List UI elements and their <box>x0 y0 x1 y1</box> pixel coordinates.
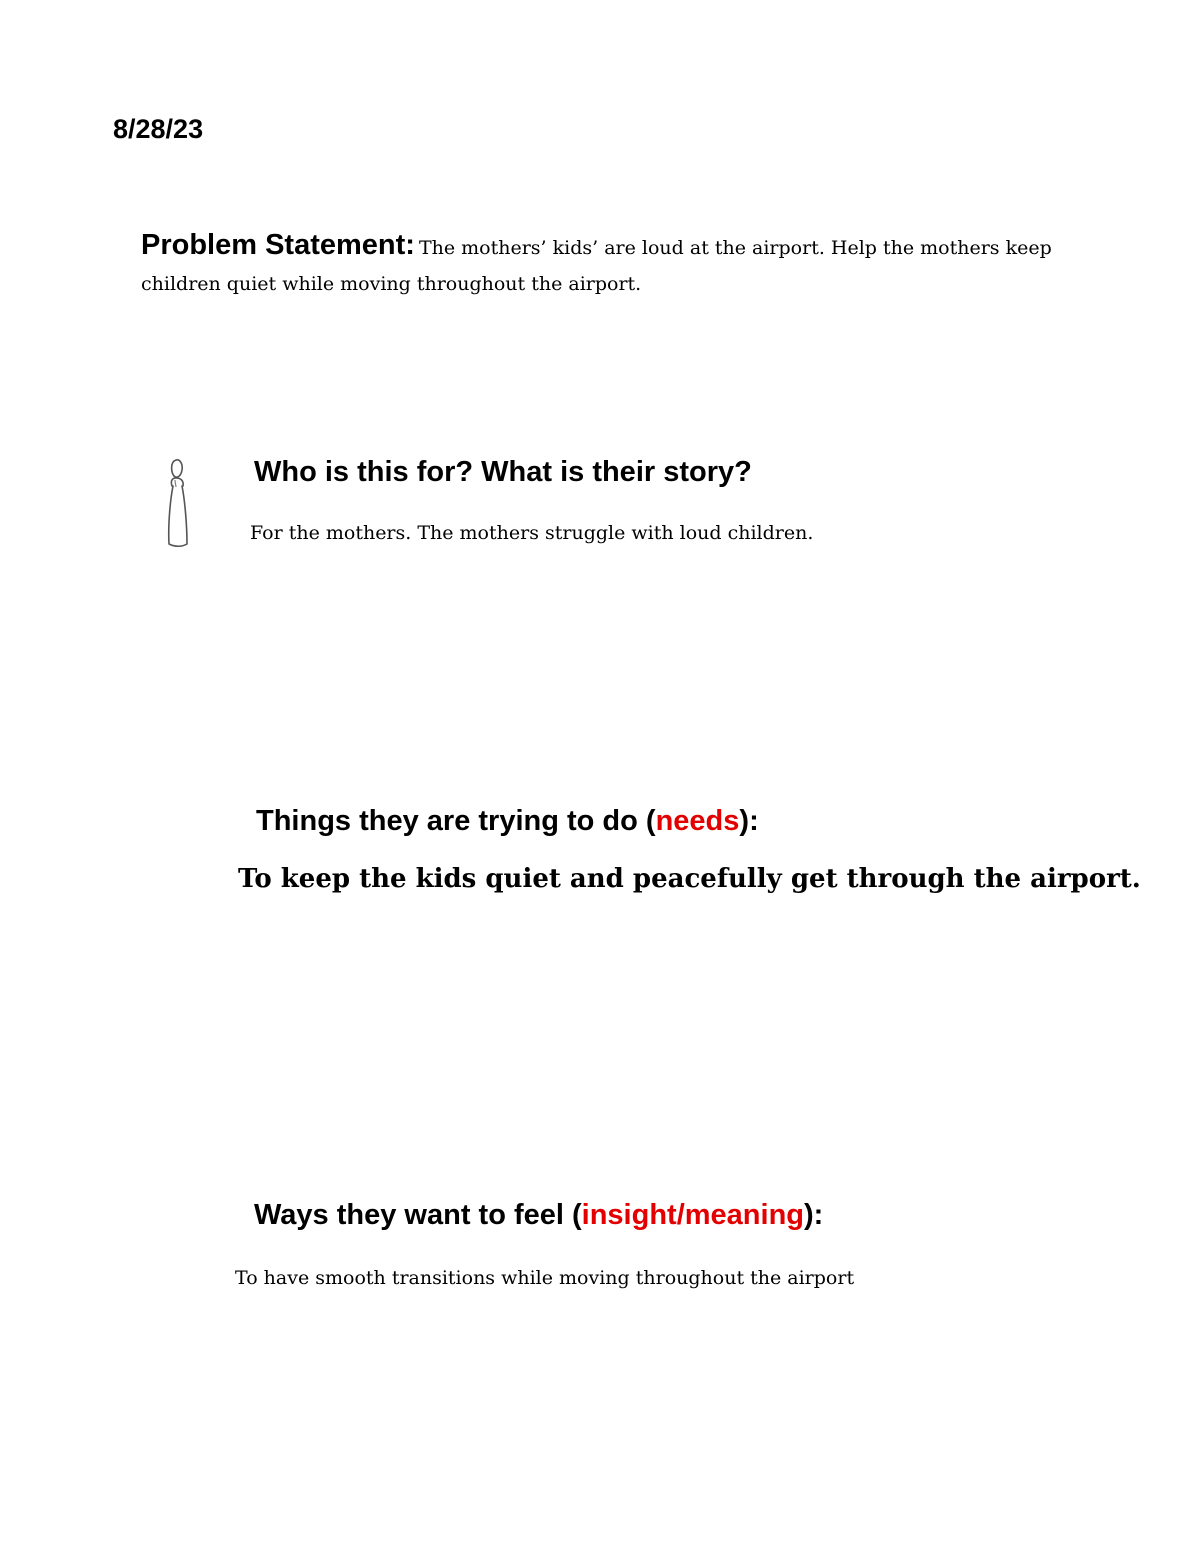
feel-heading <box>254 1199 823 1232</box>
problem-statement-label: Problem Statement: <box>141 229 415 261</box>
feel-heading-prefix: Ways they want to feel ( <box>254 1199 582 1231</box>
needs-heading-prefix: Things they are trying to do ( <box>256 805 656 837</box>
who-text: For the mothers. The mothers struggle with loud children. <box>250 522 814 544</box>
needs-highlight: needs <box>655 805 740 837</box>
who-heading: Who is this for? What is their story? <box>254 456 752 488</box>
needs-text: To keep the kids quiet and peacefully get through the airport. <box>238 864 1141 894</box>
needs-heading <box>256 805 759 838</box>
problem-statement <box>141 228 1101 303</box>
needs-heading-suffix: ): <box>739 805 759 837</box>
feel-highlight: insight/meaning <box>581 1199 804 1231</box>
person-sketch-icon <box>160 456 196 552</box>
problem-statement-text: The mothers’ kids’ are loud at the airport. Help the mothers keep children quiet while moving throughout the airport. <box>141 237 1052 295</box>
feel-heading-suffix: ): <box>804 1199 824 1231</box>
feel-text: To have smooth transitions while moving throughout the airport <box>235 1267 855 1289</box>
document-date: 8/28/23 <box>113 114 204 144</box>
